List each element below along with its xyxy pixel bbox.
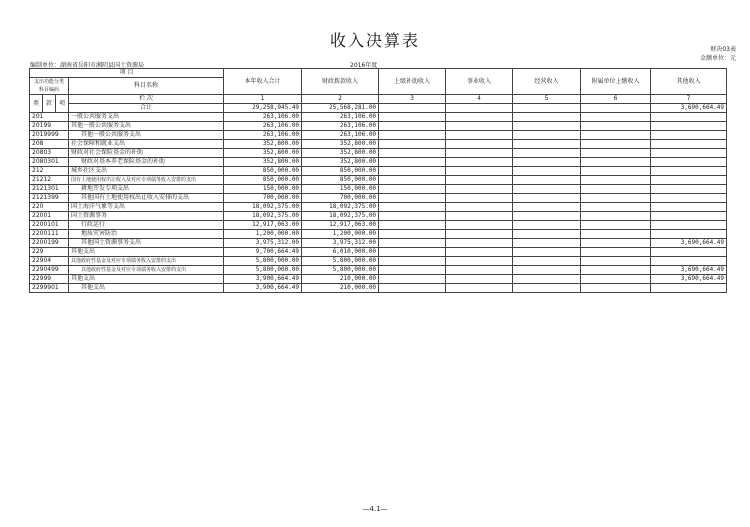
- total-superior-value: [379, 104, 446, 113]
- total-label: 合计: [69, 104, 224, 113]
- row-superior-subsidy: [379, 257, 446, 266]
- row-operating: [513, 158, 581, 167]
- row-operating: [513, 248, 581, 257]
- col-num-5: 5: [513, 95, 581, 104]
- row-fiscal: 352,800.00: [302, 158, 379, 167]
- row-total-income: 5,800,000.00: [224, 266, 302, 275]
- row-fiscal: 18,092,375.00: [302, 203, 379, 212]
- row-code: 2121399: [30, 194, 69, 203]
- row-code: 20803: [30, 149, 69, 158]
- table-row: [30, 194, 727, 203]
- row-fiscal: 263,106.00: [302, 113, 379, 122]
- row-name: 其他一般公共服务支出: [69, 122, 224, 131]
- row-total-income: 3,900,664.49: [224, 275, 302, 284]
- org-label: 编制单位：: [30, 62, 61, 69]
- table-row: [30, 275, 727, 284]
- row-name: 其他国土资源事务支出: [69, 239, 224, 248]
- row-superior-subsidy: [379, 176, 446, 185]
- row-fiscal: 18,092,375.00: [302, 212, 379, 221]
- row-affiliated: [581, 113, 651, 122]
- row-other: 3,690,664.49: [651, 239, 727, 248]
- row-other: 3,690,664.49: [651, 275, 727, 284]
- row-code: 212: [30, 167, 69, 176]
- row-affiliated: [581, 131, 651, 140]
- row-other: [651, 140, 727, 149]
- row-total-income: 850,000.00: [224, 176, 302, 185]
- func-class-header: 支出功能分类科目编码: [30, 78, 69, 95]
- row-affiliated: [581, 239, 651, 248]
- item-header: 款: [43, 95, 56, 113]
- row-business: [446, 266, 513, 275]
- row-superior-subsidy: [379, 212, 446, 221]
- row-superior-subsidy: [379, 248, 446, 257]
- amount-unit-value: 元: [729, 55, 736, 62]
- header-row-4: [30, 95, 727, 104]
- row-total-income: 1,200,000.00: [224, 230, 302, 239]
- total-operating-value: [513, 104, 581, 113]
- row-operating: [513, 113, 581, 122]
- row-superior-subsidy: [379, 266, 446, 275]
- row-affiliated: [581, 257, 651, 266]
- row-other: [651, 212, 727, 221]
- row-operating: [513, 203, 581, 212]
- row-code: 208: [30, 140, 69, 149]
- row-fiscal: 263,106.00: [302, 131, 379, 140]
- row-operating: [513, 194, 581, 203]
- row-name: 其他政府性基金及对应专项债务收入安排的支出: [69, 266, 224, 275]
- row-business: [446, 248, 513, 257]
- row-superior-subsidy: [379, 185, 446, 194]
- row-fiscal: 12,917,063.00: [302, 221, 379, 230]
- row-operating: [513, 230, 581, 239]
- row-operating: [513, 149, 581, 158]
- row-operating: [513, 284, 581, 293]
- row-business: [446, 239, 513, 248]
- table-row: [30, 176, 727, 185]
- row-superior-subsidy: [379, 284, 446, 293]
- row-other: [651, 167, 727, 176]
- row-fiscal: 1,200,000.00: [302, 230, 379, 239]
- row-fiscal: 210,000.00: [302, 284, 379, 293]
- row-total-income: 3,975,312.00: [224, 239, 302, 248]
- row-total-income: 150,000.00: [224, 185, 302, 194]
- col-num-6: 6: [581, 95, 651, 104]
- table-row: [30, 131, 727, 140]
- row-affiliated: [581, 203, 651, 212]
- table-row: [30, 167, 727, 176]
- row-name: 其他一般公共服务支出: [69, 131, 224, 140]
- row-business: [446, 230, 513, 239]
- row-affiliated: [581, 194, 651, 203]
- row-total-income: 5,800,000.00: [224, 257, 302, 266]
- row-code: 2121301: [30, 185, 69, 194]
- row-affiliated: [581, 248, 651, 257]
- row-code: 2200199: [30, 239, 69, 248]
- row-superior-subsidy: [379, 113, 446, 122]
- row-name: 其他支出: [69, 248, 224, 257]
- row-other: [651, 176, 727, 185]
- row-other: [651, 158, 727, 167]
- org-value: 湖南省岳阳市湘阴县国土资源局: [60, 62, 145, 69]
- row-operating: [513, 140, 581, 149]
- total-income-value: 29,258,945.49: [224, 104, 302, 113]
- row-name: 其他支出: [69, 284, 224, 293]
- row-superior-subsidy: [379, 140, 446, 149]
- row-superior-subsidy: [379, 203, 446, 212]
- project-header: 项 目: [30, 69, 224, 78]
- row-affiliated: [581, 212, 651, 221]
- table-row: [30, 248, 727, 257]
- col-num-7: 7: [651, 95, 727, 104]
- row-affiliated: [581, 221, 651, 230]
- total-other-value: 3,690,664.49: [651, 104, 727, 113]
- row-total-income: 263,106.00: [224, 122, 302, 131]
- row-business: [446, 257, 513, 266]
- row-code: 2290499: [30, 266, 69, 275]
- row-other: [651, 221, 727, 230]
- row-affiliated: [581, 230, 651, 239]
- table-row: [30, 149, 727, 158]
- col-num-2: 2: [302, 95, 379, 104]
- row-total-income: 9,700,664.49: [224, 248, 302, 257]
- row-operating: [513, 239, 581, 248]
- row-total-income: 352,800.00: [224, 149, 302, 158]
- col-operating-header: 经营收入: [513, 69, 581, 95]
- row-name: 地质灾害防治: [69, 230, 224, 239]
- row-code: 22999: [30, 275, 69, 284]
- col-total-income-header: 本年收入合计: [224, 69, 302, 95]
- row-operating: [513, 176, 581, 185]
- row-superior-subsidy: [379, 149, 446, 158]
- row-operating: [513, 131, 581, 140]
- row-other: [651, 284, 727, 293]
- row-code: 2080301: [30, 158, 69, 167]
- row-superior-subsidy: [379, 239, 446, 248]
- row-operating: [513, 122, 581, 131]
- row-name: 行政运行: [69, 221, 224, 230]
- row-code: 201: [30, 113, 69, 122]
- sub-header: 项: [56, 95, 69, 113]
- table-row: [30, 257, 727, 266]
- row-superior-subsidy: [379, 167, 446, 176]
- row-name: 其他支出: [69, 275, 224, 284]
- row-name: 一般公共服务支出: [69, 113, 224, 122]
- row-total-income: 18,092,375.00: [224, 212, 302, 221]
- row-name: 耕地开发专项支出: [69, 185, 224, 194]
- kind-header: 类: [30, 95, 43, 113]
- fiscal-year: 2016年度: [350, 62, 378, 69]
- row-superior-subsidy: [379, 230, 446, 239]
- row-business: [446, 221, 513, 230]
- row-business: [446, 194, 513, 203]
- row-superior-subsidy: [379, 122, 446, 131]
- row-other: [651, 149, 727, 158]
- row-fiscal: 850,000.00: [302, 176, 379, 185]
- col-superior-subsidy-header: 上级补助收入: [379, 69, 446, 95]
- row-fiscal: 5,800,000.00: [302, 266, 379, 275]
- row-other: [651, 194, 727, 203]
- row-code: 20199: [30, 122, 69, 131]
- row-total-income: 3,900,664.49: [224, 284, 302, 293]
- col-affiliated-header: 附属单位上缴收入: [581, 69, 651, 95]
- row-affiliated: [581, 122, 651, 131]
- total-row: [30, 104, 727, 113]
- col-num-1: 1: [224, 95, 302, 104]
- row-business: [446, 176, 513, 185]
- row-affiliated: [581, 149, 651, 158]
- row-code: 2200101: [30, 221, 69, 230]
- row-fiscal: 210,000.00: [302, 275, 379, 284]
- subject-name-header: 科目名称: [69, 78, 224, 95]
- row-operating: [513, 275, 581, 284]
- row-superior-subsidy: [379, 158, 446, 167]
- row-name: 国土资源事务: [69, 212, 224, 221]
- row-name: 国有土地使用权出让收入及对应专项债务收入安排的支出: [69, 176, 224, 185]
- row-name: 其他政府性基金及对应专项债务收入安排的支出: [69, 257, 224, 266]
- row-business: [446, 185, 513, 194]
- row-other: [651, 248, 727, 257]
- row-business: [446, 203, 513, 212]
- col-num-4: 4: [446, 95, 513, 104]
- row-name: 其他国有土地使用权出让收入安排的支出: [69, 194, 224, 203]
- row-other: [651, 113, 727, 122]
- row-superior-subsidy: [379, 131, 446, 140]
- row-fiscal: 700,000.00: [302, 194, 379, 203]
- row-code: 21212: [30, 176, 69, 185]
- row-total-income: 263,106.00: [224, 131, 302, 140]
- row-fiscal: 6,010,000.00: [302, 248, 379, 257]
- row-affiliated: [581, 275, 651, 284]
- page-title: 收入决算表: [329, 31, 420, 50]
- table-row: [30, 284, 727, 293]
- row-fiscal: 150,000.00: [302, 185, 379, 194]
- row-business: [446, 131, 513, 140]
- row-name: 国土海洋气象等支出: [69, 203, 224, 212]
- row-code: 220: [30, 203, 69, 212]
- row-fiscal: 850,000.00: [302, 167, 379, 176]
- page-number: —4.1—: [362, 505, 388, 513]
- table-row: [30, 203, 727, 212]
- col-label-header: 栏 次: [69, 95, 224, 104]
- table-row: [30, 221, 727, 230]
- total-affiliated-value: [581, 104, 651, 113]
- form-number: 财决03表: [710, 46, 736, 53]
- row-business: [446, 122, 513, 131]
- row-total-income: 700,000.00: [224, 194, 302, 203]
- row-operating: [513, 221, 581, 230]
- row-other: [651, 185, 727, 194]
- col-num-3: 3: [379, 95, 446, 104]
- col-fiscal-header: 财政拨款收入: [302, 69, 379, 95]
- row-superior-subsidy: [379, 221, 446, 230]
- table-row: [30, 122, 727, 131]
- col-other-header: 其他收入: [651, 69, 727, 95]
- row-other: [651, 257, 727, 266]
- row-operating: [513, 266, 581, 275]
- row-superior-subsidy: [379, 194, 446, 203]
- row-other: 3,690,664.49: [651, 266, 727, 275]
- row-code: 22904: [30, 257, 69, 266]
- row-code: 2299901: [30, 284, 69, 293]
- row-business: [446, 140, 513, 149]
- row-total-income: 263,106.00: [224, 113, 302, 122]
- row-total-income: 352,800.00: [224, 158, 302, 167]
- table-row: [30, 230, 727, 239]
- row-fiscal: 5,800,000.00: [302, 257, 379, 266]
- row-affiliated: [581, 284, 651, 293]
- row-code: 229: [30, 248, 69, 257]
- row-other: [651, 203, 727, 212]
- row-total-income: 352,800.00: [224, 140, 302, 149]
- row-operating: [513, 167, 581, 176]
- row-other: [651, 122, 727, 131]
- row-affiliated: [581, 176, 651, 185]
- table-row: [30, 140, 727, 149]
- row-operating: [513, 257, 581, 266]
- row-fiscal: 352,800.00: [302, 140, 379, 149]
- row-business: [446, 149, 513, 158]
- row-superior-subsidy: [379, 275, 446, 284]
- row-affiliated: [581, 167, 651, 176]
- row-operating: [513, 185, 581, 194]
- table-row: [30, 113, 727, 122]
- row-business: [446, 284, 513, 293]
- total-fiscal-value: 25,568,281.00: [302, 104, 379, 113]
- row-business: [446, 113, 513, 122]
- row-affiliated: [581, 140, 651, 149]
- row-name: 社会保障和就业支出: [69, 140, 224, 149]
- data-rows: [30, 113, 727, 293]
- row-total-income: 12,917,063.00: [224, 221, 302, 230]
- total-business-value: [446, 104, 513, 113]
- row-fiscal: 3,975,312.00: [302, 239, 379, 248]
- row-name: 财政对社会保险基金的补助: [69, 149, 224, 158]
- row-business: [446, 212, 513, 221]
- row-other: [651, 230, 727, 239]
- row-other: [651, 131, 727, 140]
- row-total-income: 850,000.00: [224, 167, 302, 176]
- amount-unit: [700, 53, 736, 62]
- amount-unit-label: 金额单位：: [699, 55, 730, 62]
- row-code: 2200111: [30, 230, 69, 239]
- table-row: [30, 239, 727, 248]
- row-total-income: 18,092,375.00: [224, 203, 302, 212]
- row-code: 2019999: [30, 131, 69, 140]
- row-name: 财政对基本养老保险基金的补助: [69, 158, 224, 167]
- income-table: [29, 68, 727, 293]
- row-business: [446, 158, 513, 167]
- row-affiliated: [581, 158, 651, 167]
- table-row: [30, 266, 727, 275]
- row-operating: [513, 212, 581, 221]
- row-code: 22001: [30, 212, 69, 221]
- table-row: [30, 212, 727, 221]
- row-affiliated: [581, 185, 651, 194]
- row-business: [446, 167, 513, 176]
- col-business-header: 事业收入: [446, 69, 513, 95]
- header-row-1: [30, 69, 727, 78]
- row-affiliated: [581, 266, 651, 275]
- row-business: [446, 275, 513, 284]
- table-row: [30, 158, 727, 167]
- row-fiscal: 352,800.00: [302, 149, 379, 158]
- row-fiscal: 263,106.00: [302, 122, 379, 131]
- row-name: 城乡社区支出: [69, 167, 224, 176]
- table-row: [30, 185, 727, 194]
